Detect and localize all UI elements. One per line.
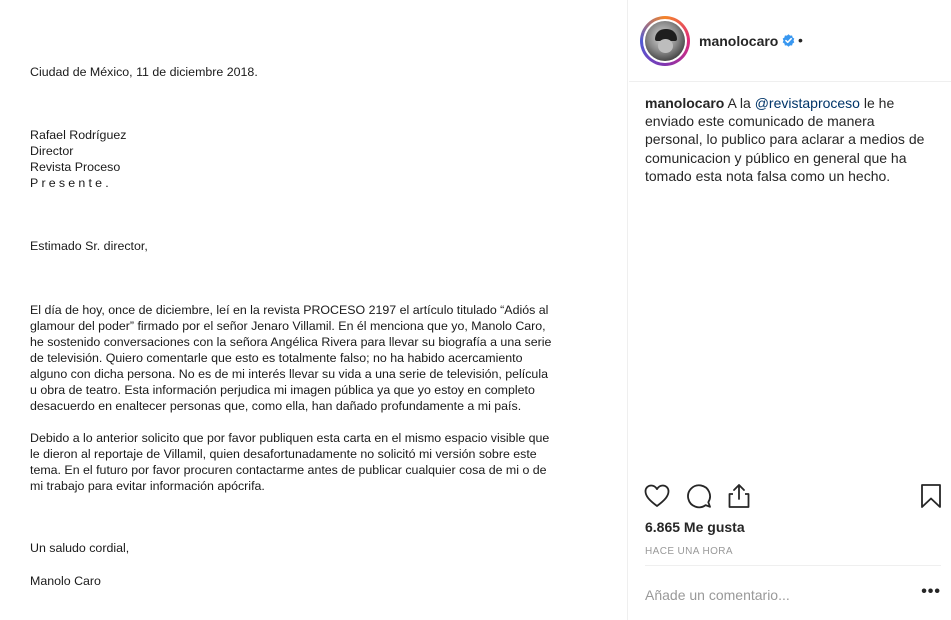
post-side-panel [629,0,951,620]
letter-recipient-org: Revista Proceso [30,160,121,174]
verified-badge-icon [782,34,795,47]
letter-paragraph1-line: u obra de teatro. Esta información perjudica mi imagen pública ya que yo estoy en completo [30,383,535,397]
caption-username[interactable]: manolocaro [645,95,725,111]
letter-paragraph1-line: alguno con dicha persona. No es de mi interés llevar su vida a una serie de televisión, película [30,367,548,381]
post-caption [645,94,935,185]
avatar-face [658,39,673,53]
letter-paragraph1-line: desacuerdo en enaltecer personas que, como ella, han dañado profundamente a mi país. [30,399,522,413]
comment-icon[interactable] [685,482,713,510]
caption-mention-link[interactable]: @revistaproceso [754,95,860,111]
letter-recipient-name: Rafael Rodríguez [30,128,127,142]
header-username[interactable]: manolocaro [699,33,779,49]
post-timestamp: HACE UNA HORA [645,546,733,557]
bookmark-icon[interactable] [917,482,945,510]
letter-paragraph1-line: glamour del poder” firmado por el señor Jenaro Villamil. En él menciona que yo, Manolo Caro, [30,319,546,333]
letter-paragraph2-line: mi trabajo para evitar información apócrifa. [30,479,265,493]
letter-paragraph1-line: de televisión. Quiero comentarle que esto es totalmente falso; no ha habido acercamiento [30,351,523,365]
likes-count[interactable]: 6.865 Me gusta [645,519,745,535]
comment-input[interactable]: Añade un comentario... [645,587,790,603]
letter-closing: Un saludo cordial, [30,541,130,555]
avatar[interactable] [643,19,687,63]
avatar-story-ring[interactable] [640,16,690,66]
letter-paragraph1-line: he sostenido conversaciones con la señora Angélica Rivera para llevar su biografía a una serie [30,335,552,349]
letter-recipient-title: Director [30,144,74,158]
heart-icon[interactable] [643,482,671,510]
caption-prefix: A la [724,95,755,111]
caption-text: le he enviado este comunicado de manera personal, lo publico para aclarar a medios de comunicacion y público en general que ha tomado esta nota falsa como un hecho. [645,95,925,184]
letter-paragraph1-line: El día de hoy, once de diciembre, leí en la revista PROCESO 2197 el artículo titulado “Adiós al [30,303,549,317]
letter-paragraph2-line: le dieron al reportaje de Villamil, quien desafortunadamente no solicitó mi versión sobre este [30,447,537,461]
comment-bar [645,565,941,620]
letter-paragraph2-line: Debido a lo anterior solicito que por favor publiquen esta carta en el mismo espacio visible que [30,431,550,445]
header-separator: • [798,32,803,48]
letter-paragraph2-line: tema. En el futuro por favor procuren contactarme antes de publicar cualquier cosa de mi o de [30,463,547,477]
letter-date: Ciudad de México, 11 de diciembre 2018. [30,65,258,79]
post-header [629,0,951,82]
letter-greeting: Estimado Sr. director, [30,239,148,253]
letter-signature: Manolo Caro [30,574,101,588]
share-icon[interactable] [725,482,753,510]
avatar-photo [645,21,685,61]
post-actions [629,482,951,516]
more-options-icon[interactable]: ••• [921,583,941,600]
letter-recipient-presente: Presente. [30,176,112,190]
